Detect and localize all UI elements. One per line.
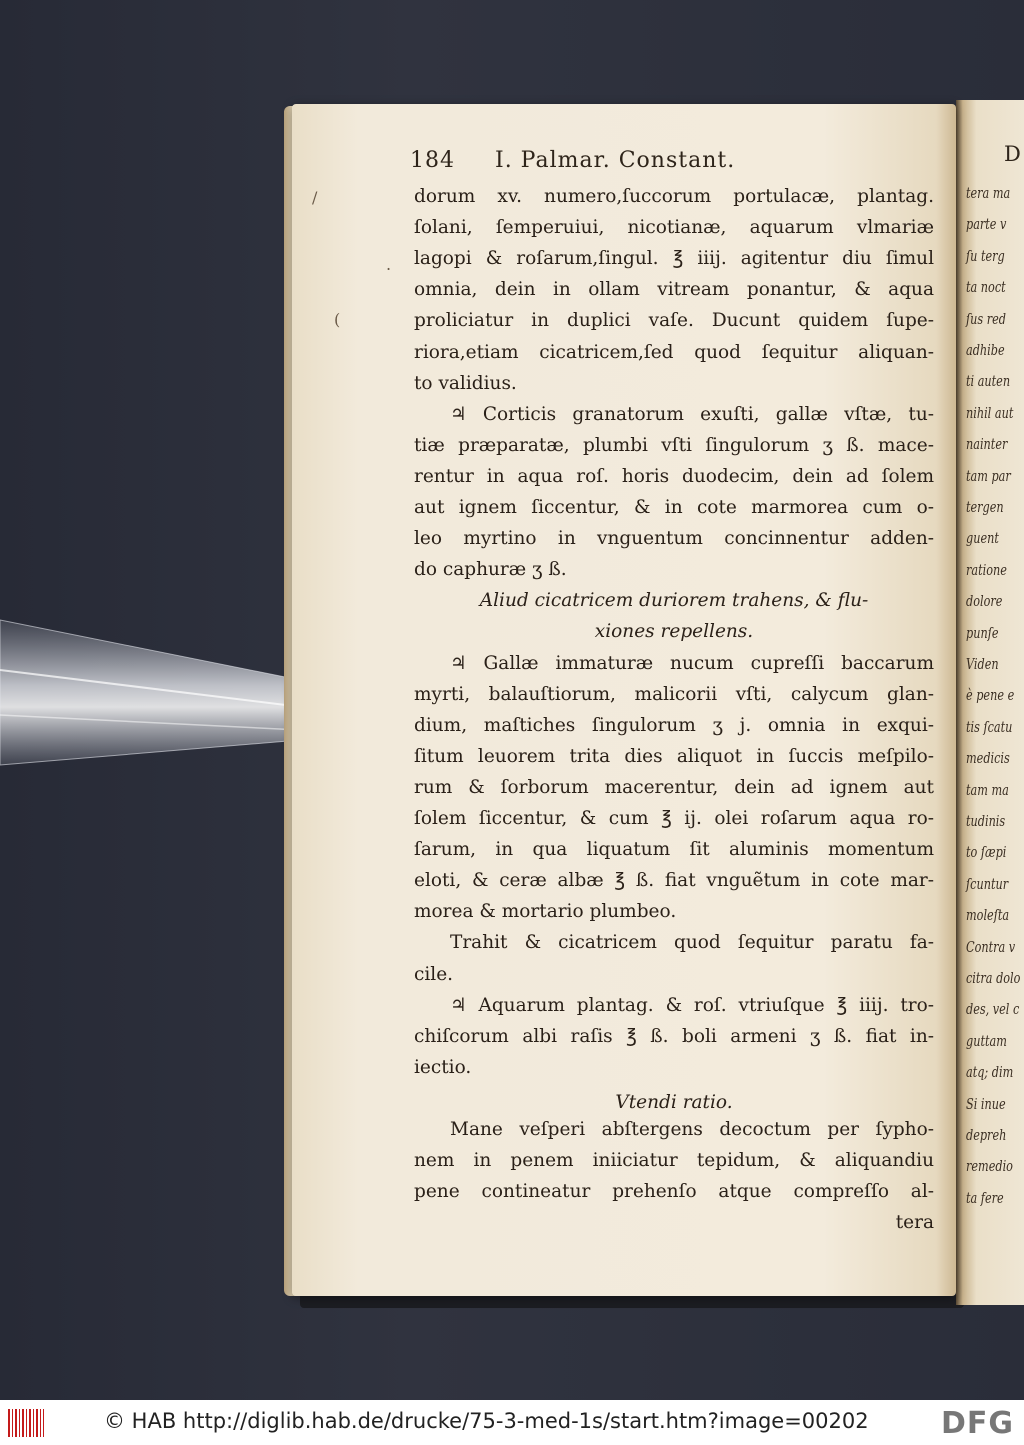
footer-url[interactable]: © HAB http://diglib.hab.de/drucke/75-3-med-1s/start.htm?image=00202 [104, 1409, 869, 1433]
facing-page-line: medicis [966, 749, 1010, 768]
facing-page-line: depreh [966, 1126, 1007, 1144]
text-line: ♃ Corticis granatorum exuſti, gallæ vſtæ, tu- [450, 403, 934, 425]
facing-page-line: ta noct [966, 278, 1006, 297]
footer-bar [0, 1400, 1024, 1445]
facing-page-line: des, vel c [966, 1000, 1020, 1019]
facing-page-line: citra dolo [966, 969, 1021, 987]
facing-page-line: moleſta [966, 906, 1010, 925]
facing-page-line: Si inue [966, 1094, 1006, 1113]
facing-page-line: dolore [966, 592, 1003, 611]
text-line: ♃ Gallæ immaturæ nucum cupreſſi baccarum [450, 652, 934, 674]
facing-page-line: tis ſcatu [966, 717, 1013, 736]
facing-page-line: Contra v [966, 937, 1016, 956]
facing-page-line: punſe [966, 623, 999, 642]
facing-page-line: remedio [966, 1157, 1013, 1176]
text-line: aut ignem ſiccentur, & in cote marmorea cum o- [414, 497, 934, 518]
text-line: do caphuræ ʒ ß. [414, 559, 567, 581]
text-line: pene contineatur prehenſo atque compreſſo al- [414, 1181, 934, 1203]
facing-page-line: ſcuntur [966, 874, 1009, 893]
facing-page-line: adhibe [966, 341, 1005, 359]
text-line: Mane veſperi abſtergens decoctum per ſypho- [450, 1119, 934, 1140]
text-line: rentur in aqua roſ. horis duodecim, dein ad ſolem [414, 465, 934, 487]
text-line: dorum xv. numero,ſuccorum portulacæ, plantag. [414, 186, 934, 207]
text-line: Aliud cicatricem duriorem trahens, & flu- [479, 590, 869, 612]
facing-page-line: guttam [966, 1031, 1007, 1050]
facing-page-line: guent [966, 529, 999, 548]
margin-pencil-mark: . [386, 255, 392, 274]
facing-page [956, 100, 1024, 1305]
text-line: to validius. [414, 372, 517, 394]
facing-page-line: tam par [966, 466, 1011, 485]
text-line: ſarum, in qua liquatum ſit aluminis momentum [414, 839, 934, 861]
facing-page-line: tudinis [966, 812, 1006, 830]
text-line: ſolem ſiccentur, & cum ℥ ij. olei roſarum aqua ro- [414, 808, 934, 829]
text-line: cile. [414, 963, 454, 985]
text-line: ſolani, ſemperuiui, nicotianæ, aquarum vlmariæ [414, 217, 934, 239]
text-line: leo myrtino in vnguentum concinnentur adden- [414, 528, 934, 550]
text-line: iectio. [414, 1056, 472, 1078]
facing-page-line: ti auten [966, 372, 1011, 391]
text-line: tera [895, 1212, 934, 1234]
facing-page-line: ta fere [966, 1188, 1004, 1207]
text-line: ſitum leuorem trita dies aliquot in ſuccis meſpilo- [414, 745, 934, 767]
text-line: eloti, & ceræ albæ ℥ ß. fiat vnguẽtum in cote mar- [414, 870, 934, 892]
facing-page-line: tera ma [966, 184, 1011, 202]
text-line: proliciatur in duplici vaſe. Ducunt quidem ſupe- [414, 310, 934, 332]
text-line: riora,etiam cicatricem,ſed quod ſequitur aliquan- [414, 341, 934, 363]
margin-pencil-mark: ( [334, 310, 341, 329]
text-line: ♃ Aquarum plantag. & roſ. vtriuſque ℥ iiij. tro- [450, 994, 934, 1016]
text-line: tiæ præparatæ, plumbi vſti ſingulorum ʒ ß. mace- [414, 434, 934, 456]
text-line: rum & ſorborum macerentur, dein ad ignem aut [414, 776, 934, 798]
text-line: morea & mortario plumbeo. [414, 901, 677, 923]
facing-page-line: ratione [966, 560, 1007, 579]
facing-page-line: è pene e [966, 686, 1015, 705]
facing-page-line: nainter [966, 435, 1008, 454]
hab-barcode-logo [8, 1409, 44, 1437]
book-page [292, 104, 956, 1296]
running-head [410, 148, 850, 173]
text-line: myrti, balauſtiorum, malicorii vſti, calycum glan- [414, 683, 934, 705]
running-title: I. Palmar. Constant. [495, 148, 736, 173]
text-line: chiſcorum albi raſis ℥ ß. boli armeni ʒ ß. fiat in- [414, 1025, 934, 1047]
facing-page-line: atq; dim [966, 1063, 1014, 1082]
text-line: Vtendi ratio. [615, 1091, 733, 1113]
page-number: 184 [410, 148, 455, 173]
text-line: nem in penem iniiciatur tepidum, & aliquandiu [414, 1150, 934, 1172]
facing-page-line: tergen [966, 498, 1004, 516]
text-line: omnia, dein in ollam vitream ponantur, & aqua [414, 279, 934, 301]
facing-page-line: nihil aut [966, 403, 1014, 422]
dfg-logo: DFG [940, 1406, 1014, 1441]
margin-pencil-mark: / [312, 188, 318, 207]
facing-page-line: ſu terg [966, 246, 1005, 265]
text-line: Trahit & cicatricem quod ſequitur paratu fa- [450, 932, 934, 954]
facing-page-head: D [1004, 142, 1023, 166]
text-line: lagopi & roſarum,ſingul. ℥ iiij. agitentur diu ſimul [414, 248, 934, 270]
facing-page-line: parte v [966, 215, 1007, 234]
facing-page-line: to ſæpi [966, 843, 1007, 862]
facing-page-line: Viden [966, 655, 999, 673]
facing-page-line: tam ma [966, 780, 1009, 799]
text-line: dium, maſtiches ſingulorum ʒ j. omnia in exqui- [414, 714, 934, 736]
facing-page-line: ſus red [966, 309, 1006, 328]
text-line: xiones repellens. [594, 621, 754, 643]
